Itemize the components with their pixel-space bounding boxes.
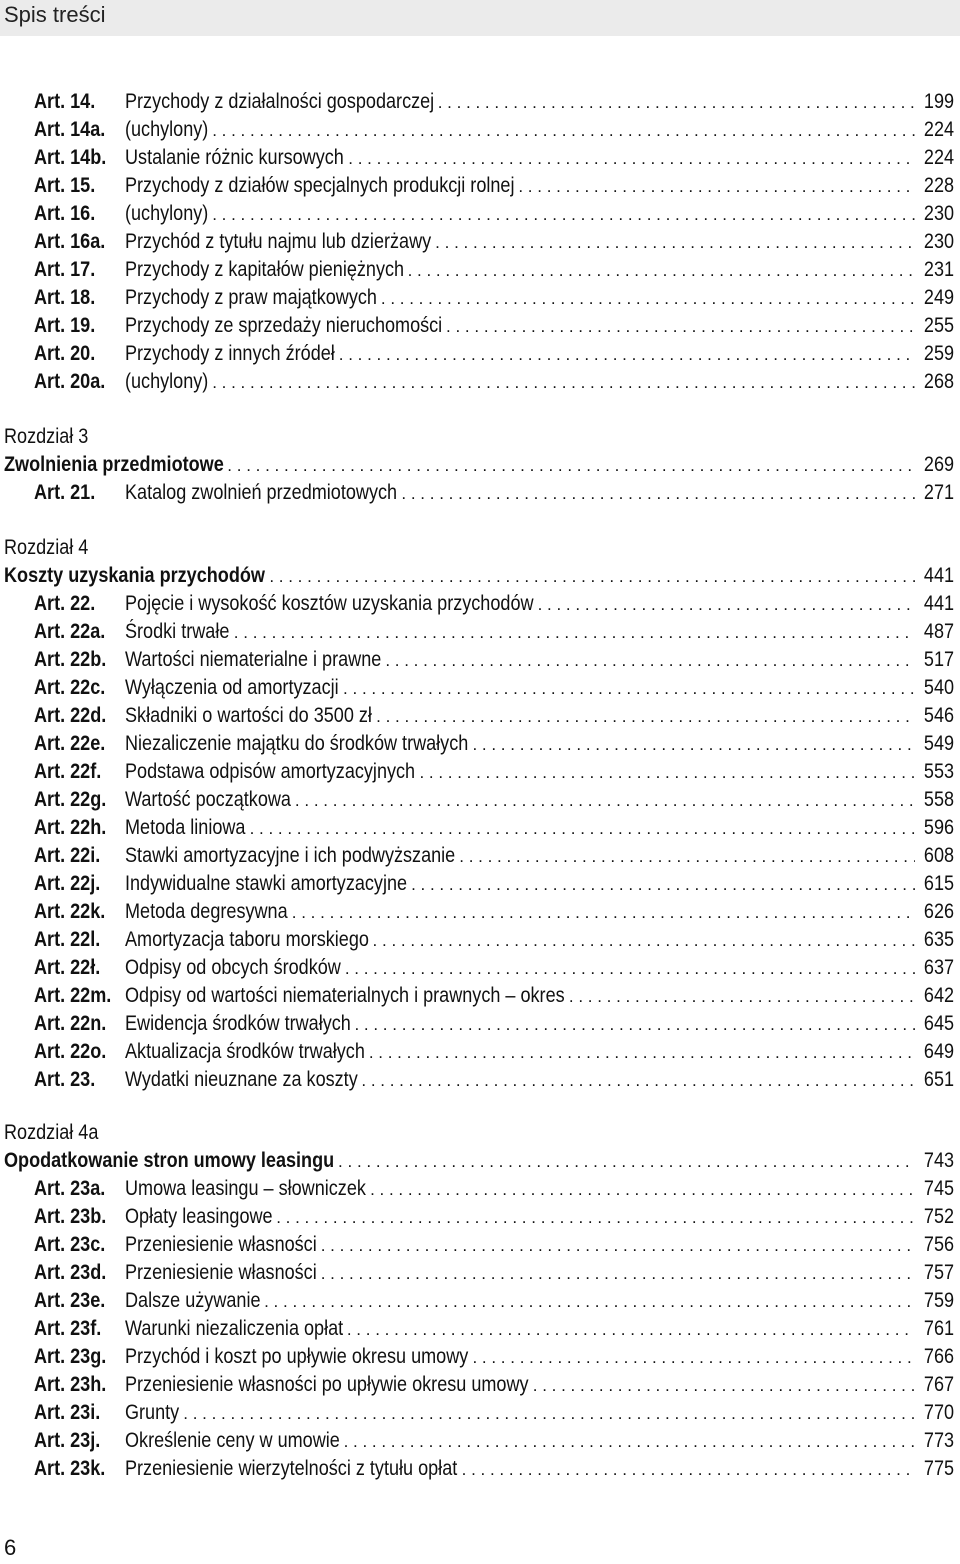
article-number: Art. 22h. [34,816,107,839]
article-number: Art. 23h. [34,1373,107,1396]
entry-title: Przeniesienie wierzytelności z tytułu opłat [125,1457,458,1480]
entry-leader [125,88,954,117]
entry-title: Przychody z praw majątkowych [125,286,377,309]
article-number: Art. 22o. [34,1040,107,1063]
article-number: Art. 14b. [34,146,107,169]
entry-page-number: 441 [923,592,954,615]
entry-leader [125,479,954,508]
article-number: Art. 19. [34,314,96,337]
dot-leader [338,1148,915,1176]
dot-leader [348,145,915,173]
entry-title: Składniki o wartości do 3500 zł [125,704,372,727]
entry-title: Metoda degresywna [125,900,288,923]
entry-leader [125,674,954,703]
dot-leader [276,1204,915,1232]
dot-leader [264,1288,915,1316]
entry-leader [125,590,954,619]
entry-leader [125,1066,954,1095]
dot-leader [459,843,915,871]
entry-page-number: 757 [923,1261,954,1284]
entry-leader [125,284,954,313]
entry-page-number: 642 [923,984,954,1007]
article-number: Art. 22k. [34,900,106,923]
entry-leader [125,1399,954,1428]
article-number: Art. 23f. [34,1317,102,1340]
entry-page-number: 756 [923,1233,954,1256]
dot-leader [381,285,915,313]
entry-page-number: 259 [923,342,954,365]
toc-entry[interactable] [0,1038,960,1066]
dot-leader [345,955,915,983]
toc-chapter-entry[interactable] [0,451,960,479]
chapter-title: Opodatkowanie stron umowy leasingu [4,1149,335,1172]
toc-entry[interactable] [0,172,960,200]
dot-leader [408,257,915,285]
entry-leader [4,562,954,591]
entry-leader [125,1231,954,1260]
toc-entry[interactable] [0,674,960,702]
dot-leader [438,89,915,117]
article-number: Art. 23g. [34,1345,107,1368]
entry-leader [125,228,954,257]
entry-title: Przeniesienie własności [125,1261,317,1284]
toc-entry[interactable] [0,1343,960,1371]
entry-title: Przychody z innych źródeł [125,342,335,365]
entry-leader [125,758,954,787]
entry-page-number: 759 [923,1289,954,1312]
entry-leader [125,898,954,927]
entry-page-number: 761 [923,1317,954,1340]
entry-page-number: 231 [923,258,954,281]
article-number: Art. 22d. [34,704,107,727]
dot-leader [518,173,915,201]
entry-page-number: 608 [923,844,954,867]
entry-title: Przeniesienie własności [125,1233,317,1256]
toc-entry[interactable] [0,982,960,1010]
article-number: Art. 21. [34,481,96,504]
article-number: Art. 23d. [34,1261,107,1284]
article-number: Art. 23j. [34,1429,101,1452]
toc-entry[interactable] [0,340,960,368]
chapter-title: Koszty uzyskania przychodów [4,564,265,587]
entry-page-number: 230 [923,230,954,253]
toc-chapter-entry[interactable] [0,1147,960,1175]
entry-title: Odpisy od wartości niematerialnych i prawnych – okres [125,984,565,1007]
dot-leader [250,815,915,843]
entry-title: Środki trwałe [125,620,230,643]
article-number: Art. 22. [34,592,96,615]
dot-leader [533,1372,915,1400]
article-number: Art. 22c. [34,676,106,699]
entry-title: Przychody z działów specjalnych produkcji rolnej [125,174,515,197]
dot-leader [227,452,915,480]
page-number: 6 [4,1535,17,1560]
entry-title: Opłaty leasingowe [125,1205,273,1228]
entry-leader [125,1038,954,1067]
entry-title: Przychody z kapitałów pieniężnych [125,258,405,281]
entry-title: Katalog zwolnień przedmiotowych [125,481,398,504]
entry-leader [125,340,954,369]
entry-title: Ustalanie różnic kursowych [125,146,344,169]
entry-leader [125,954,954,983]
entry-title: Przychody ze sprzedaży nieruchomości [125,314,443,337]
entry-leader [125,926,954,955]
entry-page-number: 635 [923,928,954,951]
toc-entry[interactable] [0,1427,960,1455]
article-number: Art. 22n. [34,1012,107,1035]
toc-entry[interactable] [0,702,960,730]
entry-leader [125,870,954,899]
article-number: Art. 22g. [34,788,107,811]
entry-leader [125,730,954,759]
toc-entry[interactable] [0,758,960,786]
entry-page-number: 626 [923,900,954,923]
entry-leader [125,786,954,815]
article-number: Art. 22m. [34,984,112,1007]
entry-page-number: 770 [923,1401,954,1424]
article-number: Art. 14a. [34,118,106,141]
entry-page-number: 269 [923,453,954,476]
dot-leader [435,229,915,257]
entry-page-number: 596 [923,816,954,839]
entry-title: Indywidualne stawki amortyzacyjne [125,872,408,895]
toc-entry[interactable] [0,842,960,870]
entry-leader [125,256,954,285]
toc-chapter-entry[interactable] [0,562,960,590]
entry-title: Przychody z działalności gospodarczej [125,90,435,113]
toc-entry[interactable] [0,1399,960,1427]
toc-entry[interactable] [0,479,960,507]
entry-leader [125,1010,954,1039]
dot-leader [369,1039,915,1067]
toc-entry[interactable] [0,1455,960,1483]
dot-leader [385,647,915,675]
toc-entry[interactable] [0,1175,960,1203]
entry-leader [125,1427,954,1456]
toc-entry[interactable] [0,1231,960,1259]
entry-title: Przychód i koszt po upływie okresu umowy [125,1345,469,1368]
dot-leader [446,313,915,341]
entry-leader [125,1315,954,1344]
entry-page-number: 487 [923,620,954,643]
chapter-label: Rozdział 3 [4,425,89,448]
entry-page-number: 615 [923,872,954,895]
page-header-title: Spis treści [4,2,106,27]
entry-title: Amortyzacja taboru morskiego [125,928,369,951]
dot-leader [292,899,915,927]
article-number: Art. 20. [34,342,96,365]
article-number: Art. 23. [34,1068,96,1091]
toc-entry[interactable] [0,1010,960,1038]
entry-page-number: 637 [923,956,954,979]
dot-leader [212,369,915,397]
article-number: Art. 22i. [34,844,101,867]
dot-leader [472,1344,914,1372]
toc-entry[interactable] [0,814,960,842]
toc-entry[interactable] [0,954,960,982]
article-number: Art. 22l. [34,928,101,951]
entry-page-number: 767 [923,1373,954,1396]
toc-entry[interactable] [0,1259,960,1287]
entry-leader [125,982,954,1011]
entry-leader [125,1175,954,1204]
entry-title: Określenie ceny w umowie [125,1429,340,1452]
dot-leader [419,759,915,787]
toc-entry[interactable] [0,1203,960,1231]
article-number: Art. 16a. [34,230,106,253]
entry-page-number: 651 [923,1068,954,1091]
article-number: Art. 22ł. [34,956,101,979]
dot-leader [401,480,915,508]
toc-entry[interactable] [0,368,960,396]
entry-title: Aktualizacja środków trwałych [125,1040,365,1063]
entry-page-number: 230 [923,202,954,225]
entry-title: Odpisy od obcych środków [125,956,341,979]
dot-leader [347,1316,915,1344]
article-number: Art. 23a. [34,1177,106,1200]
entry-page-number: 766 [923,1345,954,1368]
article-number: Art. 16. [34,202,96,225]
chapter-title: Zwolnienia przedmiotowe [4,453,224,476]
toc-entry[interactable] [0,256,960,284]
toc-entry[interactable] [0,870,960,898]
dot-leader [411,871,915,899]
toc-entry[interactable] [0,898,960,926]
dot-leader [321,1260,915,1288]
toc-entry[interactable] [0,590,960,618]
toc-entry[interactable] [0,926,960,954]
entry-page-number: 775 [923,1457,954,1480]
entry-title: Warunki niezaliczenia opłat [125,1317,344,1340]
toc-entry[interactable] [0,646,960,674]
entry-page-number: 517 [923,648,954,671]
toc-entry[interactable] [0,284,960,312]
entry-page-number: 558 [923,788,954,811]
entry-leader [125,618,954,647]
article-number: Art. 20a. [34,370,106,393]
entry-title: Ewidencja środków trwałych [125,1012,351,1035]
entry-title: Wartość początkowa [125,788,291,811]
entry-page-number: 553 [923,760,954,783]
entry-page-number: 549 [923,732,954,755]
entry-title: Niezaliczenie majątku do środków trwałych [125,732,469,755]
entry-page-number: 224 [923,118,954,141]
entry-title: Dalsze używanie [125,1289,261,1312]
toc-entry[interactable] [0,1066,960,1094]
entry-title: Przeniesienie własności po upływie okresu umowy [125,1373,529,1396]
dot-leader [295,787,915,815]
article-number: Art. 22b. [34,648,107,671]
dot-leader [212,201,915,229]
entry-title: Grunty [125,1401,180,1424]
toc-entry[interactable] [0,1315,960,1343]
toc-entry[interactable] [0,144,960,172]
article-number: Art. 22e. [34,732,106,755]
entry-page-number: 649 [923,1040,954,1063]
entry-leader [125,144,954,173]
article-number: Art. 22a. [34,620,106,643]
dot-leader [569,983,915,1011]
header-bar [0,0,960,36]
entry-title: Podstawa odpisów amortyzacyjnych [125,760,416,783]
entry-page-number: 249 [923,286,954,309]
dot-leader [212,117,915,145]
dot-leader [370,1176,915,1204]
article-number: Art. 23i. [34,1401,101,1424]
entry-page-number: 546 [923,704,954,727]
dot-leader [321,1232,915,1260]
entry-title: Wydatki nieuznane za koszty [125,1068,358,1091]
entry-title: Wyłączenia od amortyzacji [125,676,339,699]
article-number: Art. 18. [34,286,96,309]
dot-leader [344,1428,915,1456]
dot-leader [343,675,915,703]
entry-title: Pojęcie i wysokość kosztów uzyskania przychodów [125,592,534,615]
entry-leader [4,1147,954,1176]
dot-leader [462,1456,915,1484]
entry-page-number: 255 [923,314,954,337]
entry-leader [125,116,954,145]
article-number: Art. 22j. [34,872,101,895]
entry-leader [125,368,954,397]
entry-leader [125,172,954,201]
entry-page-number: 752 [923,1205,954,1228]
entry-page-number: 271 [923,481,954,504]
entry-leader [125,1343,954,1372]
entry-title: Umowa leasingu – słowniczek [125,1177,366,1200]
entry-leader [125,1259,954,1288]
entry-title: Stawki amortyzacyjne i ich podwyższanie [125,844,456,867]
entry-leader [125,702,954,731]
dot-leader [354,1011,914,1039]
dot-leader [361,1067,915,1095]
article-number: Art. 17. [34,258,96,281]
entry-page-number: 743 [923,1149,954,1172]
chapter-label: Rozdział 4a [4,1121,99,1144]
entry-leader [125,646,954,675]
entry-leader [125,1203,954,1232]
toc-entry[interactable] [0,312,960,340]
dot-leader [376,703,915,731]
entry-leader [125,1455,954,1484]
article-number: Art. 22f. [34,760,102,783]
entry-title: Przychód z tytułu najmu lub dzierżawy [125,230,432,253]
entry-leader [4,451,954,480]
entry-page-number: 228 [923,174,954,197]
dot-leader [538,591,915,619]
entry-leader [125,312,954,341]
entry-page-number: 441 [923,564,954,587]
toc-entry[interactable] [0,1371,960,1399]
entry-leader [125,1371,954,1400]
entry-title: (uchylony) [125,202,209,225]
entry-page-number: 540 [923,676,954,699]
chapter-label: Rozdział 4 [4,536,89,559]
entry-page-number: 199 [923,90,954,113]
article-number: Art. 23b. [34,1205,107,1228]
entry-title: (uchylony) [125,118,209,141]
entry-page-number: 745 [923,1177,954,1200]
dot-leader [472,731,914,759]
entry-page-number: 268 [923,370,954,393]
entry-page-number: 645 [923,1012,954,1035]
toc-entry[interactable] [0,730,960,758]
dot-leader [234,619,915,647]
entry-page-number: 224 [923,146,954,169]
entry-title: Wartości niematerialne i prawne [125,648,382,671]
article-number: Art. 14. [34,90,96,113]
article-number: Art. 23e. [34,1289,106,1312]
toc-entry[interactable] [0,228,960,256]
toc-entry[interactable] [0,618,960,646]
entry-page-number: 773 [923,1429,954,1452]
article-number: Art. 15. [34,174,96,197]
dot-leader [373,927,915,955]
toc-entry[interactable] [0,786,960,814]
toc-entry[interactable] [0,1287,960,1315]
entry-title: (uchylony) [125,370,209,393]
toc-entry[interactable] [0,116,960,144]
dot-leader [339,341,915,369]
article-number: Art. 23k. [34,1457,106,1480]
toc-entry[interactable] [0,88,960,116]
toc-entry[interactable] [0,200,960,228]
entry-leader [125,1287,954,1316]
entry-title: Metoda liniowa [125,816,246,839]
dot-leader [269,563,915,591]
article-number: Art. 23c. [34,1233,106,1256]
dot-leader [183,1400,915,1428]
entry-leader [125,200,954,229]
entry-leader [125,814,954,843]
entry-leader [125,842,954,871]
